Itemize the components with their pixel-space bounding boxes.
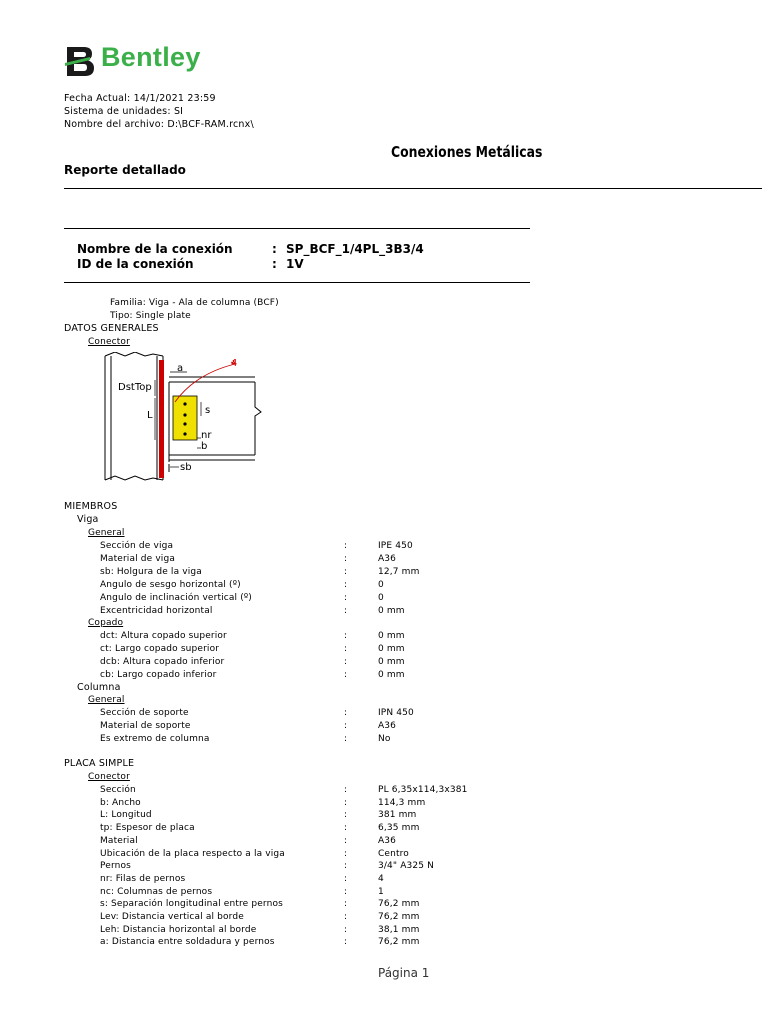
row-value: IPN 450 xyxy=(378,708,414,718)
row-value: A36 xyxy=(378,721,397,731)
divider xyxy=(64,188,762,189)
row-label: tp: Espesor de placa xyxy=(100,823,195,834)
viga-general-heading: General xyxy=(88,528,125,538)
row-value: 3/4" A325 N xyxy=(378,861,435,872)
row-value: 381 mm xyxy=(378,810,417,821)
row-colon: : xyxy=(344,593,348,603)
row-value: 0 mm xyxy=(378,670,405,680)
row-value: 0 mm xyxy=(378,606,405,616)
row-label: Ubicación de la placa respecto a la viga xyxy=(100,848,285,859)
row-value: 76,2 mm xyxy=(378,912,420,922)
row-colon: : xyxy=(344,924,348,935)
row-label: s: Separación longitudinal entre pernos xyxy=(100,899,283,910)
connection-id-label: ID de la conexión xyxy=(77,257,194,271)
row-colon: : xyxy=(344,848,348,859)
nombre-archivo: Nombre del archivo: D:\BCF-RAM.rcnx\ xyxy=(64,119,254,130)
row-label: nc: Columnas de pernos xyxy=(100,886,213,897)
row-colon: : xyxy=(344,835,348,846)
row-value: 0 xyxy=(378,593,384,603)
row-colon: : xyxy=(344,631,348,641)
connection-name-label: Nombre de la conexión xyxy=(77,242,233,256)
row-label: dct: Altura copado superior xyxy=(100,631,227,641)
page-title: Conexiones Metálicas xyxy=(391,143,543,161)
fecha-actual: Fecha Actual: 14/1/2021 23:59 xyxy=(64,93,216,104)
row-label: sb: Holgura de la viga xyxy=(100,567,202,577)
conector-subheading: Conector xyxy=(88,337,130,347)
row-colon: : xyxy=(344,873,348,884)
connection-diagram xyxy=(95,352,275,490)
row-colon: : xyxy=(344,810,348,821)
row-label: Material de viga xyxy=(100,554,175,564)
dim-b: b xyxy=(201,441,208,452)
miembros-heading: MIEMBROS xyxy=(64,501,118,512)
row-label: Sección de viga xyxy=(100,541,174,551)
dim-nr: nr xyxy=(201,430,212,441)
row-label: Angulo de inclinación vertical (º) xyxy=(100,593,252,603)
bentley-logo xyxy=(64,42,224,82)
viga-heading: Viga xyxy=(77,514,99,525)
row-label: Angulo de sesgo horizontal (º) xyxy=(100,580,241,590)
dim-s: s xyxy=(205,405,211,416)
divider xyxy=(64,228,530,229)
row-colon: : xyxy=(344,644,348,654)
row-colon: : xyxy=(344,861,348,872)
row-label: cb: Largo copado inferior xyxy=(100,670,217,680)
brand-name: Bentley xyxy=(101,42,201,72)
row-value: 76,2 mm xyxy=(378,937,420,948)
row-colon: : xyxy=(344,785,348,795)
row-value: 6,35 mm xyxy=(378,823,420,834)
copado-heading: Copado xyxy=(88,618,124,628)
dim-sb: sb xyxy=(180,462,192,473)
row-colon: : xyxy=(344,823,348,834)
row-value: A36 xyxy=(378,554,397,564)
row-label: Sección xyxy=(100,785,136,795)
connection-id-value: 1V xyxy=(286,257,304,271)
page-number: Página 1 xyxy=(378,966,430,980)
row-label: Material de soporte xyxy=(100,721,191,731)
dim-dsttop: DstTop xyxy=(118,382,152,393)
row-value: 38,1 mm xyxy=(378,924,420,935)
sistema-unidades: Sistema de unidades: SI xyxy=(64,106,184,117)
row-value: 0 mm xyxy=(378,631,405,641)
colon: : xyxy=(272,242,277,256)
row-colon: : xyxy=(344,606,348,616)
row-colon: : xyxy=(344,541,348,551)
divider xyxy=(64,282,530,283)
columna-general-heading: General xyxy=(88,695,125,705)
row-value: No xyxy=(378,734,391,744)
tipo: Tipo: Single plate xyxy=(110,311,191,321)
row-value: 4 xyxy=(378,873,384,884)
row-colon: : xyxy=(344,567,348,577)
datos-generales-heading: DATOS GENERALES xyxy=(64,323,159,334)
row-value: A36 xyxy=(378,835,397,846)
row-label: Sección de soporte xyxy=(100,708,189,718)
dim-a: a xyxy=(177,363,184,374)
row-label: Leh: Distancia horizontal al borde xyxy=(100,924,257,935)
row-label: a: Distancia entre soldadura y pernos xyxy=(100,937,275,948)
row-colon: : xyxy=(344,580,348,590)
row-value: Centro xyxy=(378,848,409,859)
row-colon: : xyxy=(344,912,348,922)
dim-l: L xyxy=(147,410,153,421)
row-label: Material xyxy=(100,835,138,846)
row-value: IPE 450 xyxy=(378,541,413,551)
row-label: Excentricidad horizontal xyxy=(100,606,213,616)
row-colon: : xyxy=(344,657,348,667)
placa-simple-heading: PLACA SIMPLE xyxy=(64,758,135,769)
weld xyxy=(159,360,164,478)
row-label: Pernos xyxy=(100,861,131,872)
row-colon: : xyxy=(344,708,348,718)
row-colon: : xyxy=(344,670,348,680)
placa-conector-heading: Conector xyxy=(88,772,130,782)
familia: Familia: Viga - Ala de columna (BCF) xyxy=(110,298,279,308)
row-label: nr: Filas de pernos xyxy=(100,873,186,884)
row-value: 114,3 mm xyxy=(378,797,426,808)
callout-4: 4 xyxy=(231,358,238,369)
row-colon: : xyxy=(344,899,348,910)
row-colon: : xyxy=(344,886,348,897)
row-value: 1 xyxy=(378,886,384,897)
row-colon: : xyxy=(344,797,348,808)
row-label: b: Ancho xyxy=(100,797,141,808)
row-label: L: Longitud xyxy=(100,810,152,821)
row-colon: : xyxy=(344,554,348,564)
row-value: 76,2 mm xyxy=(378,899,420,910)
row-colon: : xyxy=(344,721,348,731)
row-label: dcb: Altura copado inferior xyxy=(100,657,225,667)
columna-heading: Columna xyxy=(77,682,121,693)
bentley-b-logo-icon xyxy=(64,43,98,79)
row-value: PL 6,35x114,3x381 xyxy=(378,785,468,795)
row-label: ct: Largo copado superior xyxy=(100,644,220,654)
row-label: Lev: Distancia vertical al borde xyxy=(100,912,244,922)
connection-name-value: SP_BCF_1/4PL_3B3/4 xyxy=(286,242,424,256)
row-colon: : xyxy=(344,937,348,948)
row-value: 0 xyxy=(378,580,384,590)
row-colon: : xyxy=(344,734,348,744)
row-value: 0 mm xyxy=(378,657,405,667)
row-label: Es extremo de columna xyxy=(100,734,210,744)
row-value: 0 mm xyxy=(378,644,405,654)
report-label: Reporte detallado xyxy=(64,163,186,177)
row-value: 12,7 mm xyxy=(378,567,420,577)
colon: : xyxy=(272,257,277,271)
